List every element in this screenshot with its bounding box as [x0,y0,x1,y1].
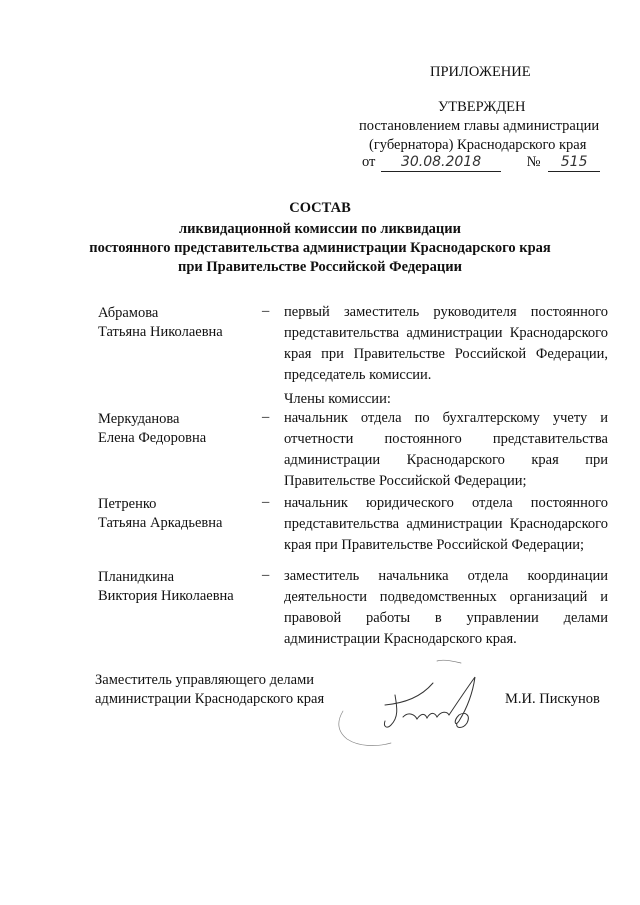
member-position: начальник юридического отдела постоянного представительства администрации Краснодарского края при Правительстве Российской Федерации; [284,495,608,553]
member-given-names: Елена Федоровна [98,430,207,446]
number-label: № [526,154,541,170]
date-number-line [362,153,600,172]
member-dash: – [262,409,270,425]
handwritten-date: 30.08.2018 [381,153,501,172]
member-surname: Петренко [98,496,157,512]
member-dash: – [262,303,270,319]
member-position: заместитель начальника отдела координации деятельности подведомственных организаций и правовой работы в управлении делами администрации Краснодарского края. [284,568,608,647]
approval-line-2: (губернатора) Краснодарского края [369,137,587,153]
title-line-2: постоянного представительства администрации Краснодарского края [89,240,551,256]
member-dash: – [262,567,270,583]
member-surname: Планидкина [98,569,175,585]
signatory-title-line-1: Заместитель управляющего делами [95,672,315,688]
from-label: от [362,154,376,170]
document-title: СОСТАВ [289,200,351,216]
member-position: начальник отдела по бухгалтерскому учету и отчетности постоянного представительства администрации Краснодарского края при Правительстве Российской Федерации; [284,410,608,489]
member-given-names: Татьяна Николаевна [98,324,223,340]
approved-label: УТВЕРЖДЕН [438,99,526,115]
title-line-1: ликвидационной комиссии по ликвидации [179,221,461,237]
signatory-name: М.И. Пискунов [505,691,600,707]
appendix-label: ПРИЛОЖЕНИЕ [430,64,531,80]
title-line-3: при Правительстве Российской Федерации [178,259,462,275]
approval-line-1: постановлением главы администрации [359,118,600,134]
member-position: первый заместитель руководителя постоянного представительства администрации Краснодарского края при Правительстве Российской Федерации, председатель комиссии. [284,304,608,383]
signatory-title-line-2: администрации Краснодарского края [95,691,325,707]
handwritten-number: 515 [548,153,600,172]
member-surname: Абрамова [98,305,159,321]
member-dash: – [262,494,270,510]
handwritten-signature [325,655,500,755]
member-given-names: Виктория Николаевна [98,588,234,604]
member-surname: Меркуданова [98,411,180,427]
member-given-names: Татьяна Аркадьевна [98,515,223,531]
members-heading: Члены комиссии: [284,391,391,407]
